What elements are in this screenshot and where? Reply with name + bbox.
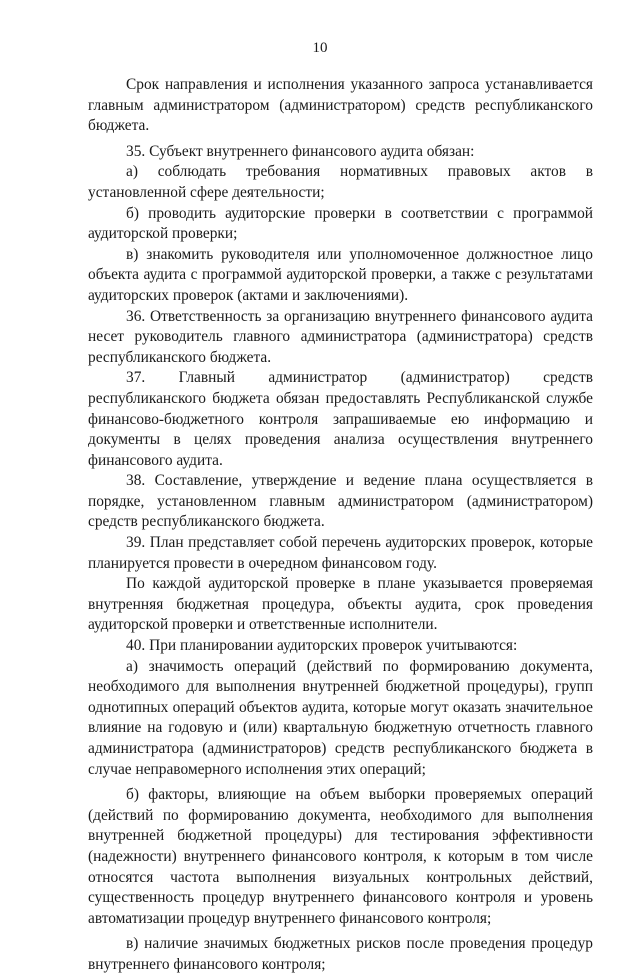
paragraph-40-a: а) значимость операций (действий по формированию документа, необходимого для выполнения внутренней бюджетной процедуры), групп однотипных операций объектов аудита, которые могут оказать значительное влияние на годовую и (или) квартальную бюджетную отчетность главного администратора (администраторов) средств республиканского бюджета в случае неправомерного исполнения этих операций; [88, 657, 593, 778]
paragraph-35-v: в) знакомить руководителя или уполномоченное должностное лицо объекта аудита с программой аудиторской проверки, а также с результатами аудиторских проверок (актами и заключениями). [88, 245, 593, 304]
document-body [88, 75, 593, 976]
paragraph-35-b: б) проводить аудиторские проверки в соответствии с программой аудиторской проверки; [88, 204, 593, 243]
page-number: 10 [312, 40, 328, 56]
paragraph-39-plan-items: По каждой аудиторской проверке в плане указывается проверяемая внутренняя бюджетная процедура, объекты аудита, срок проведения аудиторской проверки и ответственные исполнители. [88, 575, 593, 634]
paragraph-40: 40. При планировании аудиторских проверок учитываются: [126, 637, 518, 655]
paragraph-35-a: а) соблюдать требования нормативных правовых актов в установленной сфере деятельности; [88, 163, 593, 201]
paragraph-37: 37. Главный администратор (администратор) средств республиканского бюджета обязан предоставлять Республиканской службе финансово-бюджетного контроля запрашиваемые ею информацию и документы в целях проведения анализа осуществления внутреннего финансового аудита. [88, 369, 593, 469]
paragraph-39: 39. План представляет собой перечень аудиторских проверок, которые планируется провести в очередном финансовом году. [88, 534, 593, 572]
paragraph-40-v: в) наличие значимых бюджетных рисков после проведения процедур внутреннего финансового контроля; [88, 935, 593, 973]
paragraph-request-deadline: Срок направления и исполнения указанного запроса устанавливается главным администратором (администратором) средств республиканского бюджета. [88, 76, 593, 135]
paragraph-40-b: б) факторы, влияющие на объем выборки проверяемых операций (действий по формированию документа, необходимого для выполнения внутренней бюджетной процедуры) для тестирования эффективности (надежности) внутреннего финансового контроля, к которым в том числе относятся частота выполнения визуальных контрольных действий, существенность процедур внутреннего финансового контроля и уровень автоматизации процедур внутреннего финансового контроля; [88, 786, 593, 927]
paragraph-36: 36. Ответственность за организацию внутреннего финансового аудита несет руководитель главного администратора (администратора) средств республиканского бюджета. [88, 307, 593, 366]
paragraph-38: 38. Составление, утверждение и ведение плана осуществляется в порядке, установленном главным администратором (администратором) средств республиканского бюджета. [88, 472, 593, 531]
paragraph-35: 35. Субъект внутреннего финансового аудита обязан: [126, 142, 475, 160]
